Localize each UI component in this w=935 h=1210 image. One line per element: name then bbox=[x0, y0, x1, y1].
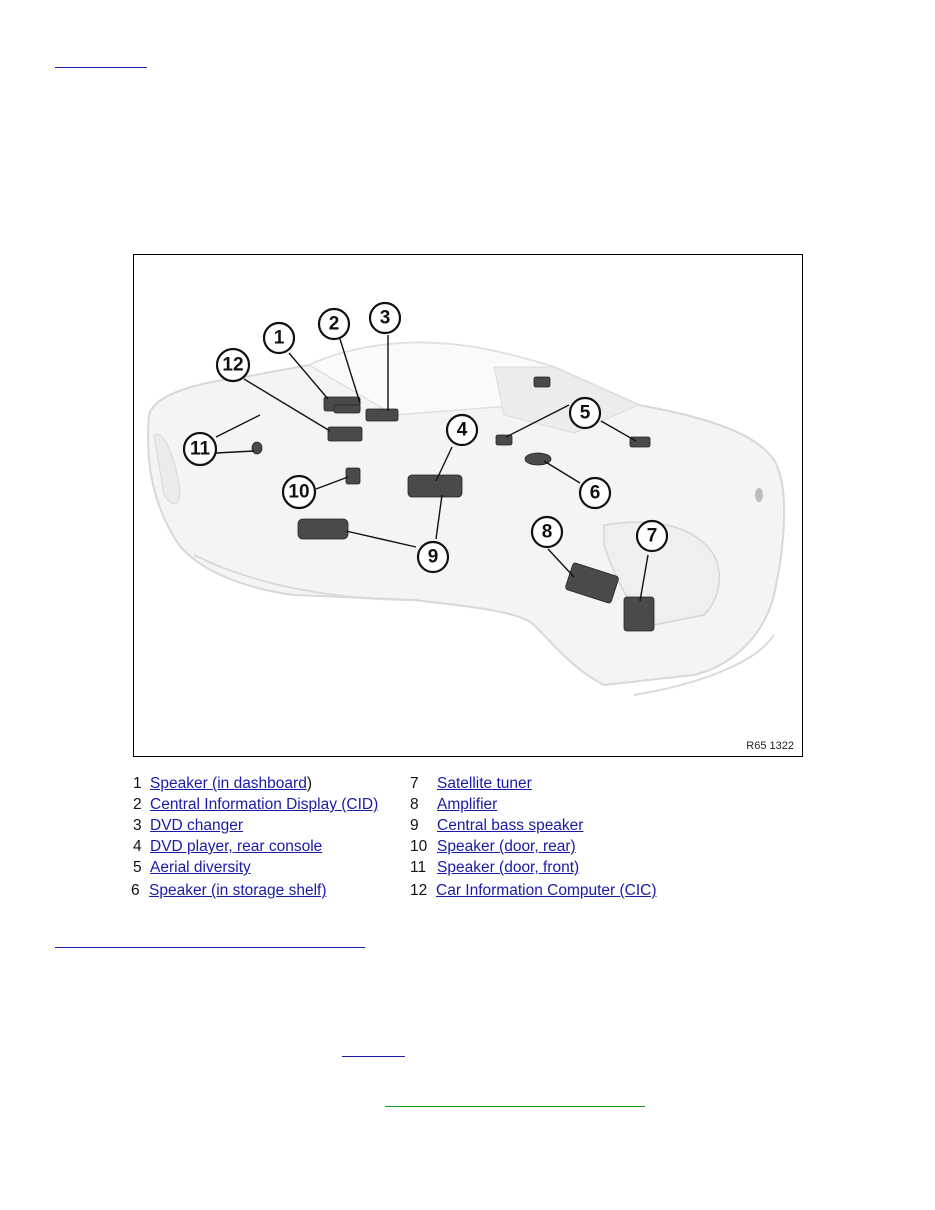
legend-number: 5 bbox=[133, 859, 142, 876]
svg-text:5: 5 bbox=[579, 402, 591, 424]
component-location-figure bbox=[133, 254, 803, 757]
svg-text:9: 9 bbox=[427, 546, 439, 568]
callout-12 bbox=[217, 349, 249, 381]
part-cid bbox=[334, 405, 360, 413]
svg-text:4: 4 bbox=[456, 419, 468, 441]
legend-number: 8 bbox=[410, 796, 419, 813]
svg-text:8: 8 bbox=[541, 521, 553, 543]
top-link[interactable] bbox=[55, 67, 147, 68]
part-aerial-diversity-1 bbox=[496, 435, 512, 445]
legend-item-9 bbox=[410, 817, 583, 835]
legend-item-12 bbox=[410, 882, 657, 900]
callout-4 bbox=[447, 415, 477, 445]
callout-1 bbox=[264, 323, 294, 353]
part-cic bbox=[328, 427, 362, 441]
legend-item-10 bbox=[410, 838, 576, 856]
legend-suffix: ) bbox=[306, 775, 312, 792]
legend-link-speaker-door-front[interactable]: Speaker (door, front) bbox=[437, 859, 580, 876]
legend-link-speaker-dashboard[interactable]: Speaker (in dashboard bbox=[150, 775, 307, 792]
svg-text:6: 6 bbox=[589, 482, 601, 504]
callout-8 bbox=[532, 517, 562, 547]
legend-number: 4 bbox=[133, 838, 142, 855]
section-link[interactable] bbox=[55, 947, 365, 948]
part-dvd-changer bbox=[366, 409, 398, 421]
callout-3 bbox=[370, 303, 400, 333]
legend-item-3 bbox=[133, 817, 243, 835]
legend-number: 12 bbox=[410, 882, 428, 899]
callout-2 bbox=[319, 309, 349, 339]
inline-link[interactable] bbox=[342, 1056, 405, 1057]
legend-link-dvd-player[interactable]: DVD player, rear console bbox=[150, 838, 323, 855]
legend-number: 3 bbox=[133, 817, 142, 834]
part-satellite-tuner bbox=[624, 597, 654, 631]
legend-number: 6 bbox=[131, 882, 140, 899]
legend-link-cid[interactable]: Central Information Display (CID) bbox=[150, 796, 379, 813]
svg-text:12: 12 bbox=[222, 354, 244, 376]
part-speaker-door-rear bbox=[346, 468, 360, 484]
callout-6 bbox=[580, 478, 610, 508]
legend-link-amplifier[interactable]: Amplifier bbox=[437, 796, 498, 813]
legend-link-speaker-door-rear[interactable]: Speaker (door, rear) bbox=[437, 838, 576, 855]
visited-link[interactable] bbox=[385, 1106, 645, 1107]
legend-link-central-bass-speaker[interactable]: Central bass speaker bbox=[437, 817, 584, 834]
callout-5 bbox=[570, 398, 600, 428]
callout-10 bbox=[283, 476, 315, 508]
svg-text:3: 3 bbox=[379, 307, 391, 329]
legend-number: 2 bbox=[133, 796, 142, 813]
legend-link-cic[interactable]: Car Information Computer (CIC) bbox=[436, 882, 657, 899]
part-speaker-door-front bbox=[252, 442, 262, 454]
legend-item-6 bbox=[131, 882, 326, 900]
car-illustration bbox=[134, 255, 802, 756]
legend-item-1 bbox=[133, 775, 312, 793]
legend-item-2 bbox=[133, 796, 378, 814]
legend-number: 11 bbox=[410, 859, 427, 876]
callout-9 bbox=[418, 542, 448, 572]
legend-item-4 bbox=[133, 838, 322, 856]
legend-item-8 bbox=[410, 796, 497, 814]
svg-text:7: 7 bbox=[646, 525, 658, 547]
legend-link-speaker-storage-shelf[interactable]: Speaker (in storage shelf) bbox=[149, 882, 327, 899]
svg-text:10: 10 bbox=[288, 481, 310, 503]
legend-link-satellite-tuner[interactable]: Satellite tuner bbox=[437, 775, 532, 792]
legend-item-5 bbox=[133, 859, 251, 877]
figure-id-label: R65 1322 bbox=[746, 740, 794, 752]
legend-link-aerial-diversity[interactable]: Aerial diversity bbox=[150, 859, 251, 876]
part-aerial-diversity-2 bbox=[534, 377, 550, 387]
car-body bbox=[148, 343, 784, 695]
callout-7 bbox=[637, 521, 667, 551]
legend-number: 7 bbox=[410, 775, 419, 792]
legend-link-dvd-changer[interactable]: DVD changer bbox=[150, 817, 244, 834]
svg-text:11: 11 bbox=[189, 438, 211, 460]
legend-number: 10 bbox=[410, 838, 428, 855]
svg-text:1: 1 bbox=[273, 327, 285, 349]
callout-11 bbox=[184, 433, 216, 465]
part-central-bass-speaker bbox=[298, 519, 348, 539]
legend-number: 1 bbox=[133, 775, 142, 792]
part-dvd-player-rear-console bbox=[408, 475, 462, 497]
legend-item-11 bbox=[410, 859, 579, 877]
svg-text:2: 2 bbox=[328, 313, 340, 335]
legend-number: 9 bbox=[410, 817, 419, 834]
legend-item-7 bbox=[410, 775, 532, 793]
